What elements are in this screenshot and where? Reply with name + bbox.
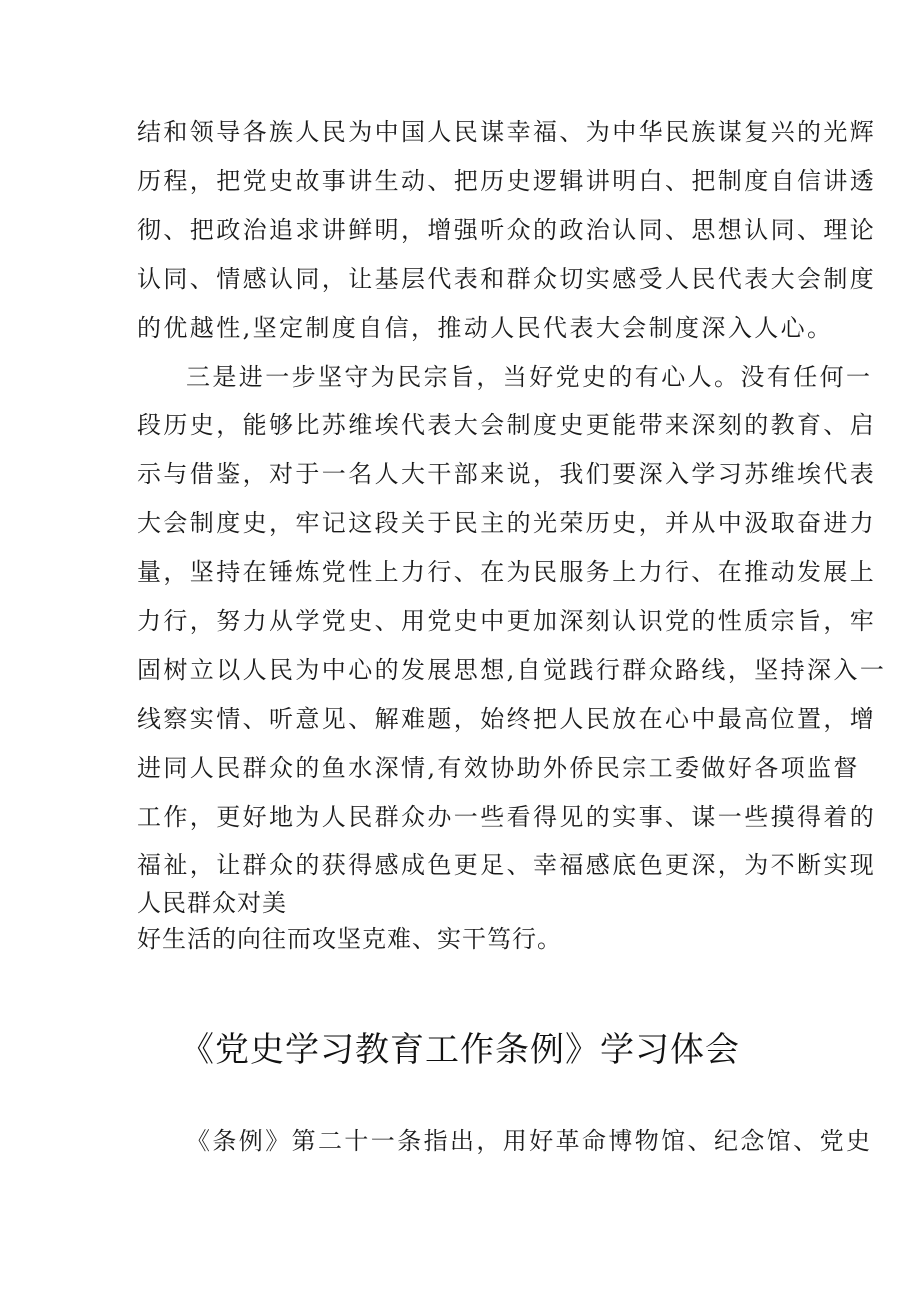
paragraph-2-line-3: 示与借鉴，对于一名人大干部来说，我们要深入学习苏维埃代表 — [137, 460, 877, 488]
paragraph-2-line-13: 好生活的向往而攻坚克难、实干笃行。 — [137, 925, 562, 953]
paragraph-2-line-12: 人民群众对美 — [137, 889, 287, 917]
paragraph-2-line-9: 进同人民群众的鱼水深情,有效协助外侨民宗工委做好各项监督 — [137, 754, 860, 782]
paragraph-2-line-10: 工作，更好地为人民群众办一些看得见的实事、谋一些摸得着的 — [137, 803, 877, 831]
section-title: 《党史学习教育工作条例》学习体会 — [180, 1030, 740, 1070]
paragraph-2-line-4: 大会制度史，牢记这段关于民主的光荣历史，并从中汲取奋进力 — [137, 509, 877, 537]
paragraph-1-line-3: 彻、把政治追求讲鲜明，增强听众的政治认同、思想认同、理论 — [137, 216, 877, 244]
paragraph-2-line-6: 力行，努力从学党史、用党史中更加深刻认识党的性质宗旨，牢 — [137, 607, 877, 635]
paragraph-2-line-8: 线察实情、听意见、解难题，始终把人民放在心中最高位置，增 — [137, 705, 877, 733]
paragraph-2-line-11: 福祉，让群众的获得感成色更足、幸福感底色更深，为不断实现 — [137, 851, 877, 879]
paragraph-2-line-1: 三是进一步坚守为民宗旨，当好党史的有心人。没有任何一 — [186, 363, 873, 391]
paragraph-2-line-5: 量，坚持在锤炼党性上力行、在为民服务上力行、在推动发展上 — [137, 558, 877, 586]
paragraph-2-line-7: 固树立以人民为中心的发展思想,自觉践行群众路线，坚持深入一 — [137, 656, 887, 684]
paragraph-1-line-1: 结和领导各族人民为中国人民谋幸福、为中华民族谋复兴的光辉 — [137, 118, 877, 146]
paragraph-2-line-2: 段历史，能够比苏维埃代表大会制度史更能带来深刻的教育、启 — [137, 411, 877, 439]
paragraph-1-line-5: 的优越性,坚定制度自信，推动人民代表大会制度深入人心。 — [137, 314, 834, 342]
paragraph-1-line-4: 认同、情感认同，让基层代表和群众切实感受人民代表大会制度 — [137, 265, 877, 293]
paragraph-1-line-2: 历程，把党史故事讲生动、把历史逻辑讲明白、把制度自信讲透 — [137, 167, 877, 195]
paragraph-3-line-1: 《条例》第二十一条指出，用好革命博物馆、纪念馆、党史 — [186, 1127, 873, 1155]
